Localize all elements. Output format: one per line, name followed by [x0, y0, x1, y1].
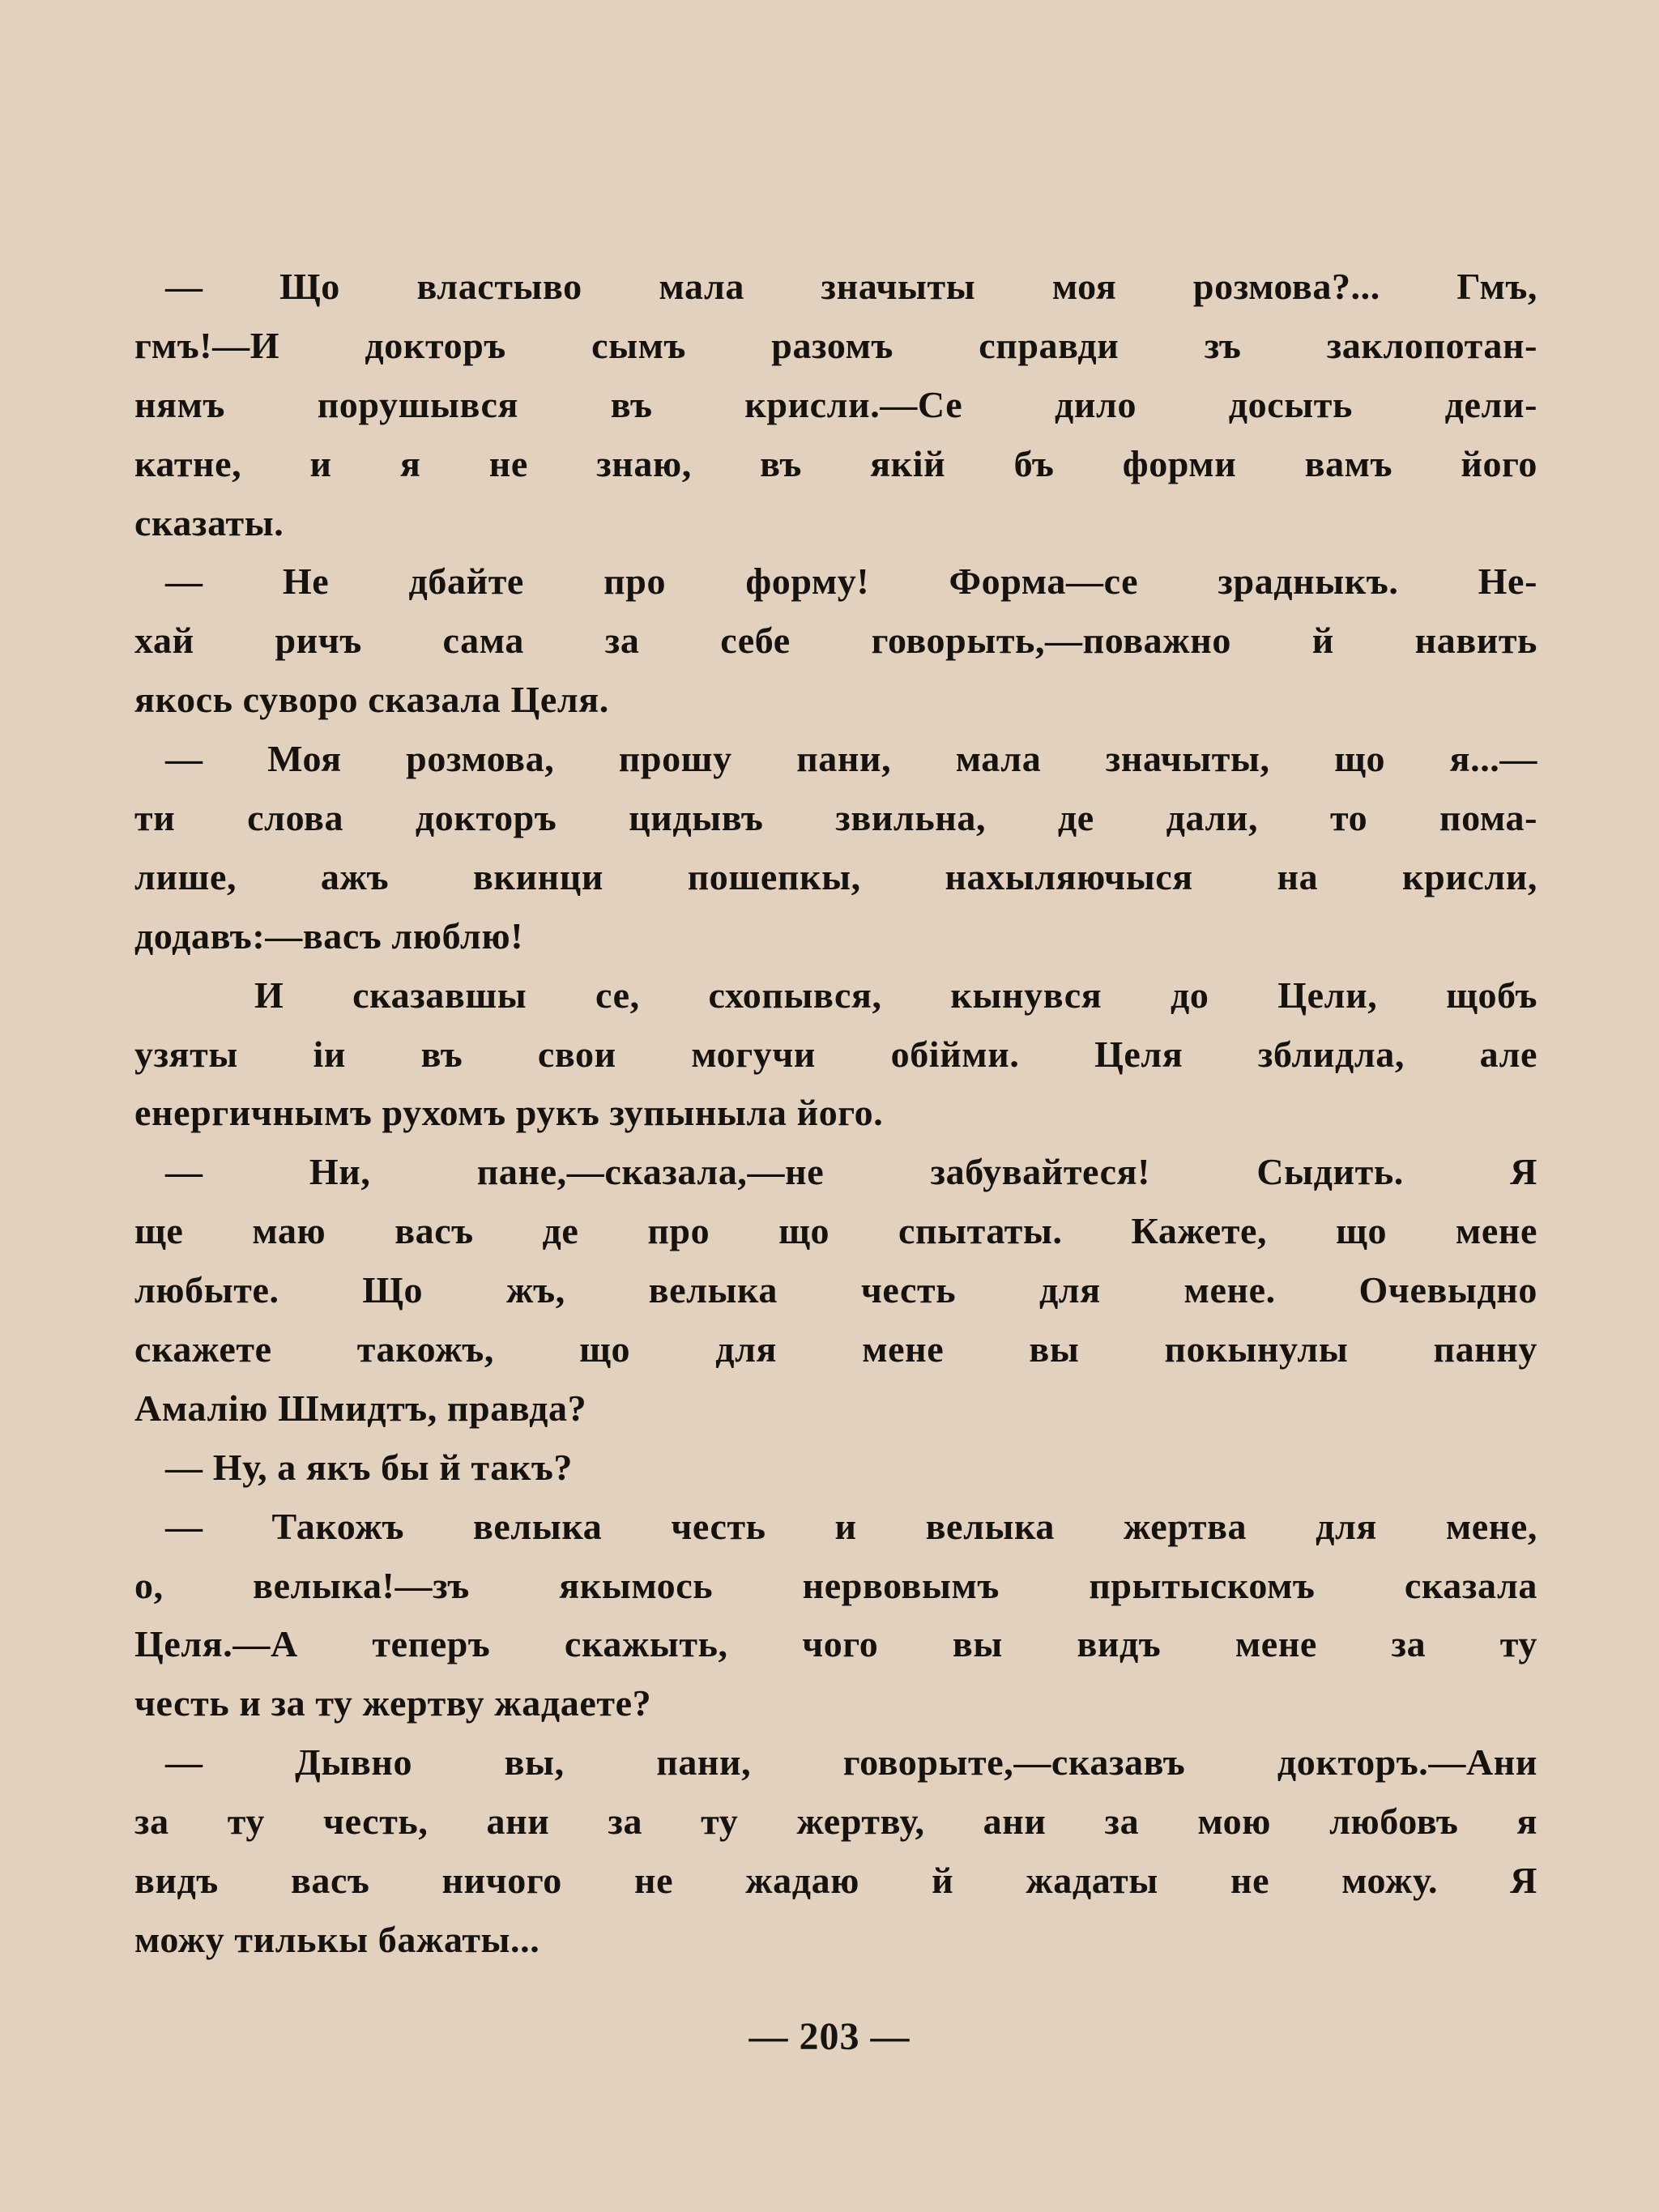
page-number: — 203 —: [748, 2015, 911, 2058]
text-line: лише, ажъ вкинци пошепкы, нахыляючыся на крисли,: [134, 855, 1537, 897]
text-line: — Дывно вы, пани, говорыте,—сказавъ докторъ.—Ани: [165, 1741, 1537, 1784]
text-line: — Такожъ велыка честь и велыка жертва для мене,: [165, 1505, 1537, 1547]
text-line: — Не дбайте про форму! Форма—се зрадныкъ. Не-: [165, 560, 1537, 603]
text-line: видъ васъ ничого не жадаю й жадаты не можу. Я: [134, 1860, 1537, 1902]
text-line: нямъ порушывся въ крисли.—Се дило досыть дели-: [134, 383, 1537, 425]
text-line: ще маю васъ де про що спытаты. Кажете, що мене: [134, 1210, 1537, 1252]
text-line: катне, и я не знаю, въ якій бъ форми вамъ його: [134, 442, 1537, 484]
text-line: — Що властыво мала значыты моя розмова?... Гмъ,: [165, 266, 1537, 307]
text-line: И сказавшы се, схопывся, кынувся до Цели, щобъ: [254, 974, 1537, 1016]
text-line: Целя.—А теперъ скажыть, чого вы видъ мене за ту: [134, 1623, 1537, 1665]
text-line: скажете такожъ, що для мене вы покынулы панну: [134, 1328, 1537, 1370]
text-line: узяты іи въ свои могучи обійми. Целя зблидла, але: [134, 1033, 1537, 1075]
body-text: [134, 258, 1537, 1970]
text-line: любыте. Що жъ, велыка честь для мене. Очевыдно: [134, 1269, 1537, 1311]
text-line: — Моя розмова, прошу пани, мала значыты, що я...—: [165, 738, 1537, 780]
text-line: якось суворо сказала Целя.: [134, 679, 609, 721]
text-line: гмъ!—И докторъ сымъ разомъ справди зъ заклопотан-: [134, 324, 1537, 366]
text-line: ти слова докторъ цидывъ звильна, де дали, то пома-: [134, 797, 1537, 839]
text-line: енергичнымъ рухомъ рукъ зупыныла його.: [134, 1092, 884, 1134]
text-line: — Ни, пане,—сказала,—не забувайтеся! Сыдить. Я: [165, 1151, 1537, 1193]
text-line: о, велыка!—зъ якымось нервовымъ прытыскомъ сказала: [134, 1564, 1537, 1606]
text-line: честь и за ту жертву жадаете?: [134, 1682, 652, 1724]
text-line: за ту честь, ани за ту жертву, ани за мою любовъ я: [134, 1801, 1537, 1843]
text-line: можу тилькы бажаты...: [134, 1918, 540, 1960]
text-line: додавъ:—васъ люблю!: [134, 914, 524, 957]
text-line: Амалію Шмидтъ, правда?: [134, 1387, 587, 1429]
text-line: сказаты.: [134, 501, 284, 543]
text-line: — Ну, а якъ бы й такъ?: [165, 1446, 573, 1488]
text-line: хай ричъ сама за себе говорыть,—поважно й навить: [134, 620, 1537, 662]
